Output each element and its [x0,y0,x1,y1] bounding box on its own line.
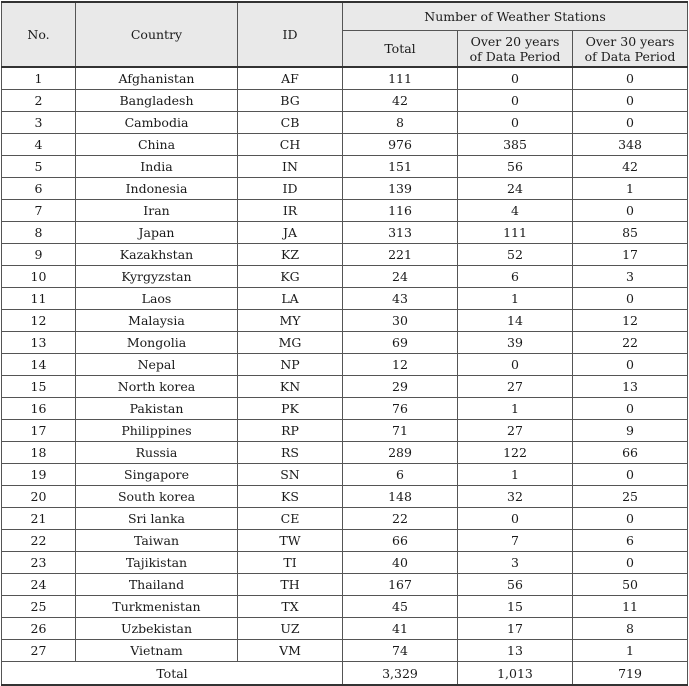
cell-country: South korea [76,486,238,508]
table-row [2,596,688,618]
cell-over-20: 7 [458,530,573,552]
header-over-30-years: Over 30 years of Data Period [573,31,688,68]
cell-no: 12 [2,310,76,332]
total-over-30: 719 [573,662,688,686]
table-row [2,222,688,244]
table-row [2,640,688,662]
cell-id: MY [238,310,343,332]
cell-no: 9 [2,244,76,266]
cell-no: 5 [2,156,76,178]
table-row [2,244,688,266]
cell-total: 22 [343,508,458,530]
cell-id: NP [238,354,343,376]
cell-over-30: 1 [573,178,688,200]
cell-country: Russia [76,442,238,464]
cell-country: Afghanistan [76,67,238,90]
table-row [2,310,688,332]
cell-no: 10 [2,266,76,288]
cell-over-20: 6 [458,266,573,288]
cell-total: 8 [343,112,458,134]
cell-id: TI [238,552,343,574]
cell-no: 25 [2,596,76,618]
cell-no: 23 [2,552,76,574]
cell-no: 11 [2,288,76,310]
cell-id: RP [238,420,343,442]
cell-over-20: 24 [458,178,573,200]
cell-over-30: 66 [573,442,688,464]
table-row [2,288,688,310]
cell-no: 15 [2,376,76,398]
cell-country: Indonesia [76,178,238,200]
cell-over-20: 1 [458,464,573,486]
table-body [2,67,688,662]
table-row [2,134,688,156]
cell-id: UZ [238,618,343,640]
cell-over-20: 17 [458,618,573,640]
cell-no: 20 [2,486,76,508]
cell-no: 26 [2,618,76,640]
cell-over-30: 17 [573,244,688,266]
cell-over-20: 27 [458,420,573,442]
cell-no: 17 [2,420,76,442]
cell-over-30: 0 [573,67,688,90]
cell-no: 19 [2,464,76,486]
cell-over-20: 27 [458,376,573,398]
cell-over-20: 52 [458,244,573,266]
cell-country: North korea [76,376,238,398]
cell-over-20: 0 [458,354,573,376]
cell-over-20: 56 [458,156,573,178]
cell-no: 8 [2,222,76,244]
cell-total: 76 [343,398,458,420]
header-id: ID [238,2,343,67]
cell-country: Singapore [76,464,238,486]
cell-country: Turkmenistan [76,596,238,618]
cell-over-30: 11 [573,596,688,618]
cell-id: KN [238,376,343,398]
cell-over-30: 0 [573,354,688,376]
cell-country: Philippines [76,420,238,442]
table-row [2,67,688,90]
cell-country: Tajikistan [76,552,238,574]
cell-country: Thailand [76,574,238,596]
cell-total: 12 [343,354,458,376]
cell-id: AF [238,67,343,90]
cell-total: 151 [343,156,458,178]
cell-no: 27 [2,640,76,662]
cell-total: 29 [343,376,458,398]
cell-over-20: 13 [458,640,573,662]
table-row [2,112,688,134]
cell-no: 21 [2,508,76,530]
cell-total: 24 [343,266,458,288]
cell-over-30: 0 [573,90,688,112]
total-stations: 3,329 [343,662,458,686]
cell-over-30: 8 [573,618,688,640]
header-no: No. [2,2,76,67]
header-over-20-years: Over 20 years of Data Period [458,31,573,68]
cell-over-20: 39 [458,332,573,354]
cell-over-20: 0 [458,67,573,90]
cell-total: 139 [343,178,458,200]
cell-total: 30 [343,310,458,332]
cell-country: Bangladesh [76,90,238,112]
cell-id: IN [238,156,343,178]
cell-no: 24 [2,574,76,596]
cell-over-20: 0 [458,90,573,112]
cell-over-30: 0 [573,288,688,310]
cell-country: Laos [76,288,238,310]
cell-id: CH [238,134,343,156]
table-row [2,266,688,288]
cell-country: Kazakhstan [76,244,238,266]
cell-total: 116 [343,200,458,222]
table-row [2,90,688,112]
cell-total: 976 [343,134,458,156]
cell-over-20: 15 [458,596,573,618]
table-row [2,332,688,354]
cell-total: 71 [343,420,458,442]
cell-over-20: 122 [458,442,573,464]
cell-over-20: 3 [458,552,573,574]
cell-country: Malaysia [76,310,238,332]
cell-country: Iran [76,200,238,222]
table-row [2,178,688,200]
cell-id: ID [238,178,343,200]
cell-id: CE [238,508,343,530]
cell-over-30: 3 [573,266,688,288]
cell-id: MG [238,332,343,354]
cell-total: 313 [343,222,458,244]
cell-over-30: 0 [573,508,688,530]
cell-total: 66 [343,530,458,552]
cell-id: CB [238,112,343,134]
cell-id: KG [238,266,343,288]
cell-country: Nepal [76,354,238,376]
cell-over-30: 42 [573,156,688,178]
table-row [2,574,688,596]
cell-over-30: 50 [573,574,688,596]
cell-total: 6 [343,464,458,486]
cell-over-20: 0 [458,112,573,134]
cell-over-30: 25 [573,486,688,508]
cell-total: 221 [343,244,458,266]
cell-over-30: 0 [573,200,688,222]
cell-country: Pakistan [76,398,238,420]
table-row [2,398,688,420]
table-row [2,442,688,464]
cell-no: 13 [2,332,76,354]
cell-id: PK [238,398,343,420]
cell-id: IR [238,200,343,222]
table-row [2,156,688,178]
cell-over-20: 0 [458,508,573,530]
total-row [2,662,688,686]
cell-no: 16 [2,398,76,420]
header-group-weather-stations: Number of Weather Stations [343,2,688,31]
header-country: Country [76,2,238,67]
cell-over-20: 32 [458,486,573,508]
cell-no: 14 [2,354,76,376]
cell-over-30: 1 [573,640,688,662]
table-row [2,200,688,222]
cell-over-30: 6 [573,530,688,552]
cell-over-30: 0 [573,112,688,134]
total-over-20: 1,013 [458,662,573,686]
cell-id: TX [238,596,343,618]
table-row [2,552,688,574]
cell-no: 4 [2,134,76,156]
cell-no: 6 [2,178,76,200]
cell-over-30: 12 [573,310,688,332]
cell-no: 3 [2,112,76,134]
cell-id: KZ [238,244,343,266]
cell-id: BG [238,90,343,112]
cell-country: Japan [76,222,238,244]
cell-total: 42 [343,90,458,112]
cell-id: TH [238,574,343,596]
cell-country: Vietnam [76,640,238,662]
cell-over-30: 13 [573,376,688,398]
cell-id: TW [238,530,343,552]
table-row [2,376,688,398]
cell-over-30: 9 [573,420,688,442]
cell-over-20: 111 [458,222,573,244]
cell-total: 289 [343,442,458,464]
cell-no: 7 [2,200,76,222]
cell-total: 69 [343,332,458,354]
table-row [2,420,688,442]
cell-country: Cambodia [76,112,238,134]
cell-over-20: 4 [458,200,573,222]
weather-stations-table [1,1,688,686]
cell-over-20: 1 [458,398,573,420]
cell-no: 1 [2,67,76,90]
cell-over-30: 0 [573,552,688,574]
cell-country: Sri lanka [76,508,238,530]
cell-country: Kyrgyzstan [76,266,238,288]
cell-over-30: 22 [573,332,688,354]
table-row [2,508,688,530]
table-row [2,530,688,552]
cell-total: 45 [343,596,458,618]
cell-no: 18 [2,442,76,464]
cell-country: Uzbekistan [76,618,238,640]
cell-id: KS [238,486,343,508]
table-row [2,618,688,640]
cell-over-20: 385 [458,134,573,156]
table-row [2,354,688,376]
cell-total: 43 [343,288,458,310]
cell-id: RS [238,442,343,464]
cell-over-20: 1 [458,288,573,310]
cell-total: 111 [343,67,458,90]
cell-over-30: 0 [573,464,688,486]
total-label: Total [2,662,343,686]
cell-over-30: 85 [573,222,688,244]
table-row [2,486,688,508]
cell-total: 41 [343,618,458,640]
cell-total: 167 [343,574,458,596]
cell-no: 2 [2,90,76,112]
cell-id: SN [238,464,343,486]
cell-id: JA [238,222,343,244]
cell-id: VM [238,640,343,662]
cell-country: Taiwan [76,530,238,552]
cell-country: Mongolia [76,332,238,354]
cell-over-20: 56 [458,574,573,596]
cell-total: 74 [343,640,458,662]
cell-id: LA [238,288,343,310]
header-total: Total [343,31,458,68]
cell-over-30: 0 [573,398,688,420]
cell-total: 40 [343,552,458,574]
table-row [2,464,688,486]
cell-over-30: 348 [573,134,688,156]
cell-country: India [76,156,238,178]
cell-over-20: 14 [458,310,573,332]
cell-total: 148 [343,486,458,508]
cell-country: China [76,134,238,156]
cell-no: 22 [2,530,76,552]
